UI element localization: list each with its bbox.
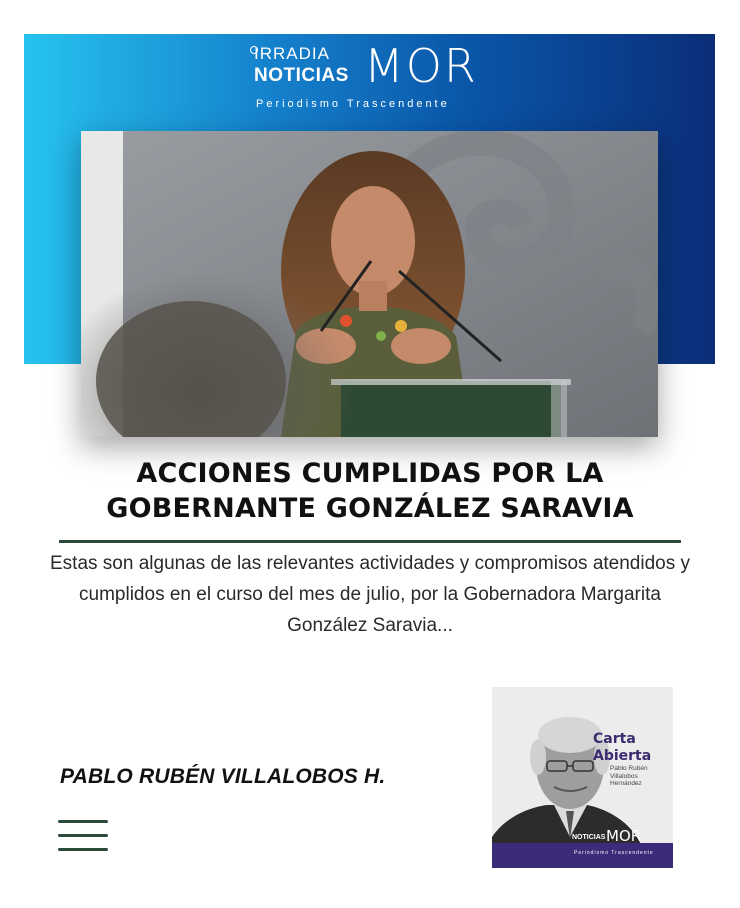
menu-bar [58, 834, 108, 837]
article-summary: Estas son algunas de las relevantes actividades y compromisos atendidos y cumplidos en el curso del mes de julio, por la Gobernadora Margarita González Saravia... [50, 553, 691, 636]
article-headline[interactable]: ACCIONES CUMPLIDAS POR LA GOBERNANTE GONZÁLEZ SARAVIA [106, 458, 634, 524]
column-card-logo-mor: MOR [606, 827, 642, 845]
column-card-logo-tagline: Periodismo Trascendente [574, 850, 654, 856]
logo-noticias: NOTICIAS [254, 65, 349, 86]
menu-bar [58, 848, 108, 851]
column-card-image[interactable] [492, 687, 673, 868]
column-card-subtitle: Pablo Rubén Villalobos Hernández [610, 765, 648, 787]
hamburger-menu-icon[interactable] [58, 818, 110, 854]
column-card-title: Carta Abierta [593, 731, 652, 764]
article-author[interactable]: PABLO RUBÉN VILLALOBOS H. [60, 765, 386, 788]
logo-mor: MOR [364, 39, 478, 93]
article-featured-photo[interactable] [81, 131, 658, 437]
photo-illustration [81, 131, 658, 437]
headline-divider [59, 540, 681, 543]
column-card-logo-noticias: NOTICIAS [572, 834, 606, 841]
menu-bar [58, 820, 108, 823]
logo-irradia: IRRADIA [254, 44, 330, 63]
site-logo[interactable] [250, 39, 510, 114]
logo-tagline: Periodismo Trascendente [256, 98, 450, 110]
